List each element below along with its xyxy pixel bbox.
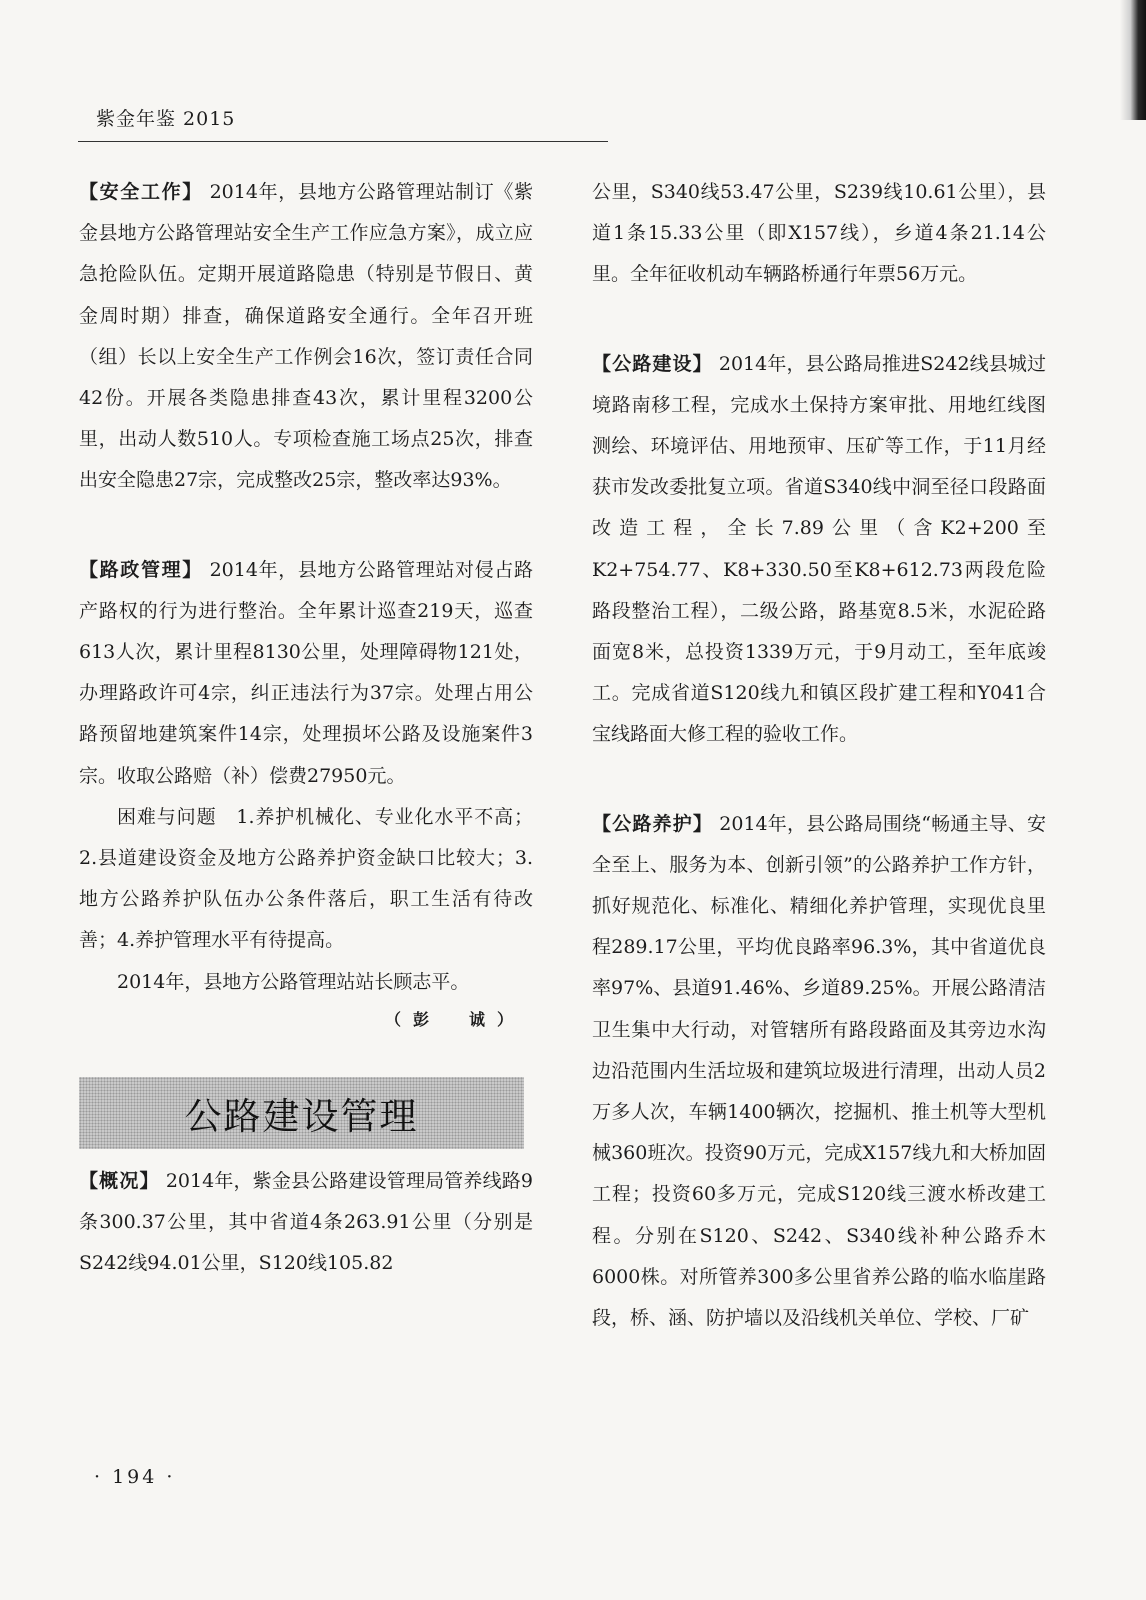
- overview-heading: 【概况】: [79, 1169, 160, 1192]
- road-admin-paragraph: [79, 550, 533, 797]
- maintenance-text: 2014年，县公路局围绕“畅通主导、安全至上、服务为本、创新引领”的公路养护工作方针，抓好规范化、标准化、精细化养护管理，实现优良里程289.17公里，平均优良路率96.3%，其中省道优良率97%、县道91.46%、乡道89.25%。开展公路清洁卫生集中大行动，对管辖所有路段路面及其旁边水沟边沿范围内生活垃圾和建筑垃圾进行清理，出动人员2万多人次，车辆1400辆次，挖掘机、推土机等大型机械360班次。投资90万元，完成X157线九和大桥加固工程；投资60多万元，完成S120线三渡水桥改建工程。分别在S120、S242、S340线补种公路乔木6000株。对所管养300多公里省养公路的临水临崖路段，桥、涵、防护墙以及沿线机关单位、学校、厂矿: [592, 812, 1046, 1330]
- overview-text: 2014年，紫金县公路建设管理局管养线路9条300.37公里，其中省道4条263.91公里（分别是S242线94.01公里，S120线105.82: [79, 1169, 533, 1275]
- running-head: 紫金年鉴 2015: [96, 108, 236, 130]
- scan-edge-shadow: [1120, 0, 1146, 120]
- maintenance-heading: 【公路养护】: [592, 812, 714, 835]
- page-number: · 194 ·: [94, 1466, 176, 1488]
- construction-text: 2014年，县公路局推进S242线县城过境路南移工程，完成水土保持方案审批、用地红线图测绘、环境评估、用地预审、压矿等工作，于11月经获市发改委批复立项。省道S340线中洞至径口段路面改造工程，全长7.89公里（含K2+200至K2+754.77、K8+330.50至K8+612.73两段危险路段整治工程），二级公路，路基宽8.5米，水泥砼路面宽8米，总投资1339万元，于9月动工，至年底竣工。完成省道S120线九和镇区段扩建工程和Y041合宝线路面大修工程的验收工作。: [592, 352, 1046, 746]
- left-column: [79, 172, 533, 1284]
- road-admin-text: 2014年，县地方公路管理站对侵占路产路权的行为进行整治。全年累计巡查219天，巡查613人次，累计里程8130公里，处理障碍物121处，办理路政许可4宗，纠正违法行为37宗。处理占用公路预留地建筑案件14宗，处理损坏公路及设施案件3宗。收取公路赔（补）偿费27950元。: [79, 558, 533, 787]
- director-paragraph: 2014年，县地方公路管理站站长顾志平。: [117, 970, 470, 993]
- road-admin-heading: 【路政管理】: [79, 558, 203, 581]
- construction-paragraph: [592, 344, 1046, 756]
- overview-continued: 公里，S340线53.47公里，S239线10.61公里），县道1条15.33公里（即X157线），乡道4条21.14公里。全年征收机动车辆路桥通行年票56万元。: [592, 181, 1046, 286]
- construction-heading: 【公路建设】: [592, 352, 713, 375]
- author-credit: （彭 诚）: [384, 1009, 525, 1029]
- safety-paragraph: [79, 172, 533, 502]
- safety-heading: 【安全工作】: [79, 181, 203, 203]
- safety-text: 2014年，县地方公路管理站制订《紫金县地方公路管理站安全生产工作应急方案》，成立应急抢险队伍。定期开展道路隐患（特别是节假日、黄金周时期）排查，确保道路安全通行。全年召开班（组）长以上安全生产工作例会16次，签订责任合同42份。开展各类隐患排查43次，累计里程3200公里，出动人数510人。专项检查施工场点25次，排查出安全隐患27宗，完成整改25宗，整改率达93%。: [79, 181, 533, 492]
- right-column: [592, 172, 1046, 1339]
- problems-paragraph: 困难与问题 1.养护机械化、专业化水平不高；2.县道建设资金及地方公路养护资金缺口比较大；3.地方公路养护队伍办公条件落后，职工生活有待改善；4.养护管理水平有待提高。: [79, 805, 533, 952]
- section-title-banner: 公路建设管理: [79, 1077, 524, 1149]
- maintenance-paragraph: [592, 804, 1046, 1340]
- header-rule: [78, 141, 608, 142]
- overview-paragraph: [79, 1161, 533, 1285]
